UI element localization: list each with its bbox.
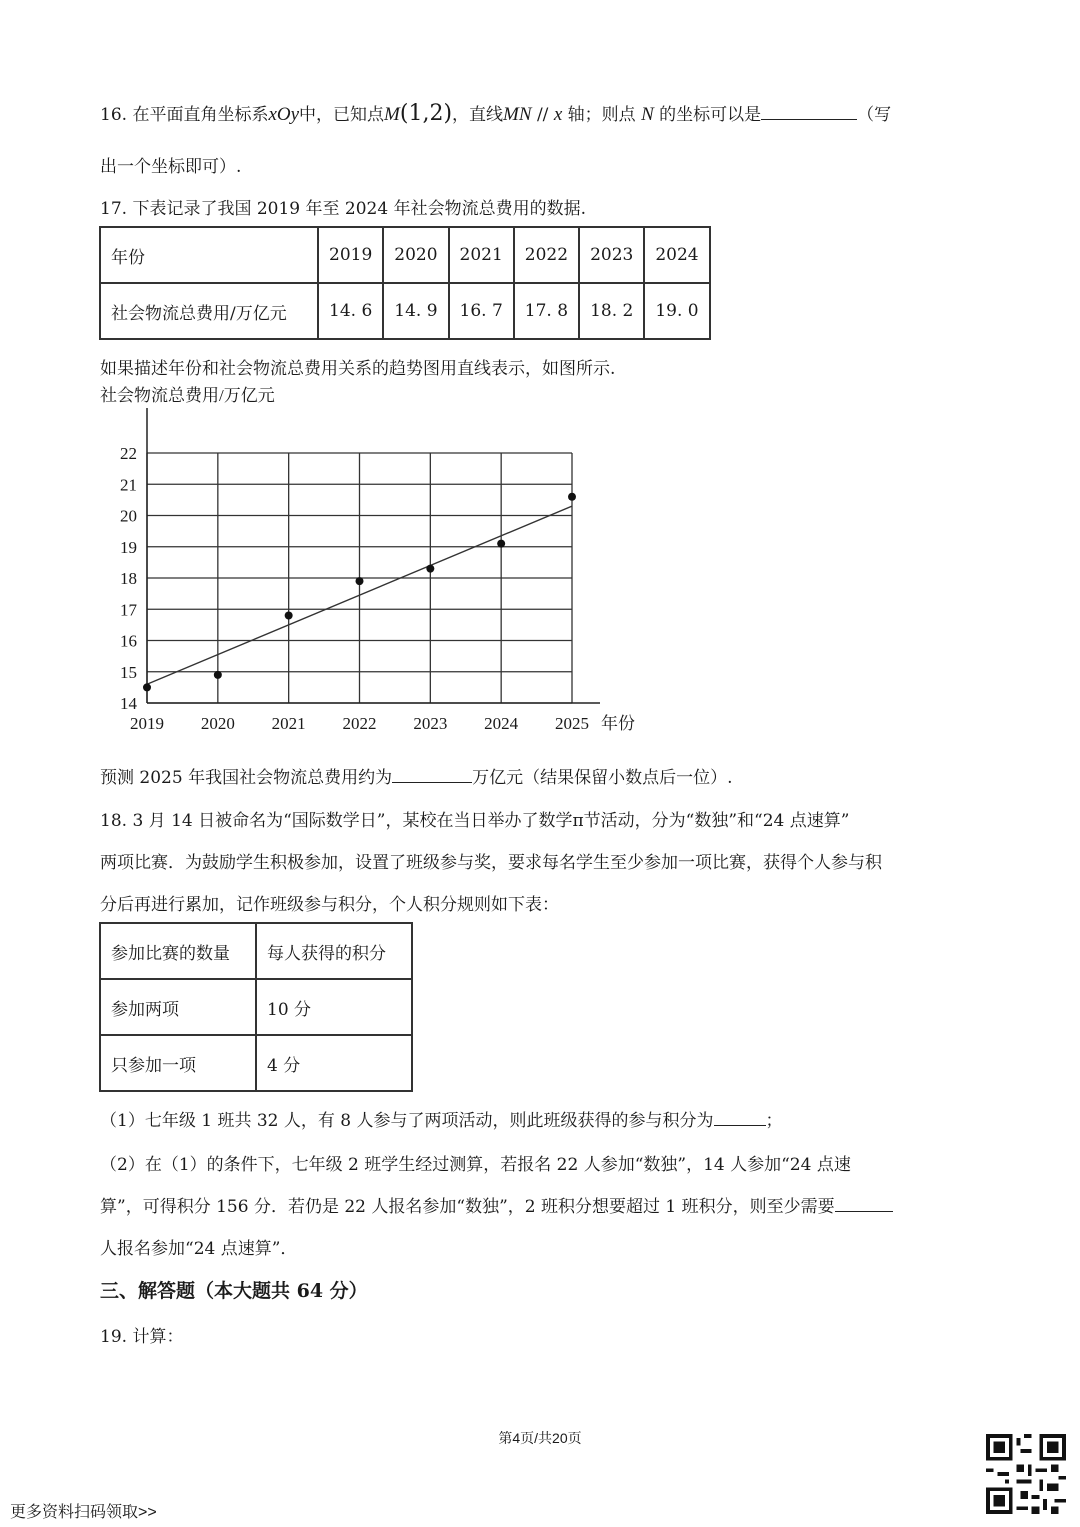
table-cell: 只参加一项: [100, 1035, 256, 1091]
value-cell: 19. 0: [644, 283, 709, 339]
q16-number: 16.: [100, 105, 128, 125]
data-point: [497, 540, 505, 548]
y-tick-label: 14: [120, 694, 137, 713]
year-cell: 2023: [579, 227, 644, 283]
q16-answer-blank[interactable]: [761, 101, 857, 120]
logistics-trend-chart: [0, 375, 700, 755]
q17-description: 如果描述年份和社会物流总费用关系的趋势图用直线表示，如图所示.: [100, 359, 616, 379]
q18-part1: （1）七年级 1 班共 32 人，有 8 人参与了两项活动，则此班级获得的参与积分为 ；: [100, 1106, 783, 1131]
q18-part2-line1: （2）在（1）的条件下，七年级 2 班学生经过测算，若报名 22 人参加“数独”，14 人参加“24 点速: [100, 1155, 851, 1175]
year-cell: 2024: [644, 227, 709, 283]
table-row-label: 社会物流总费用/万亿元: [100, 283, 318, 339]
x-tick-label: 2021: [271, 714, 306, 733]
data-point: [356, 577, 364, 585]
x-tick-label: 2024: [484, 714, 519, 733]
q18-line1: 18. 3 月 14 日被命名为“国际数学日”，某校在当日举办了数学π节活动，分为“数独”和“24 点速算”: [100, 811, 850, 831]
section-heading: 三、解答题（本大题共 64 分）: [100, 1280, 368, 1302]
x-tick-label: 2025: [555, 714, 589, 733]
logistics-cost-table: [99, 226, 711, 340]
table-header-cell: 参加比赛的数量: [100, 923, 256, 979]
y-tick-label: 18: [120, 569, 137, 588]
more-resources-link[interactable]: 更多资料扫码领取>>: [10, 1504, 157, 1521]
y-tick-label: 22: [120, 444, 137, 463]
table-cell: 参加两项: [100, 979, 256, 1035]
table-row-label: 年份: [100, 227, 318, 283]
q18-line2: 两项比赛．为鼓励学生积极参加，设置了班级参与奖，要求每名学生至少参加一项比赛，获得个人参与积: [100, 853, 882, 873]
table-row: [100, 923, 412, 979]
table-row: [100, 979, 412, 1035]
q17-question: 预测 2025 年我国社会物流总费用约为 万亿元（结果保留小数点后一位）.: [100, 763, 732, 788]
table-cell: 4 分: [256, 1035, 412, 1091]
value-cell: 18. 2: [579, 283, 644, 339]
year-cell: 2022: [514, 227, 579, 283]
q17-intro: 17. 下表记录了我国 2019 年至 2024 年社会物流总费用的数据.: [100, 199, 586, 219]
page-number: 第4页/共20页: [498, 1430, 582, 1446]
x-tick-label: 2020: [200, 714, 235, 733]
x-tick-label: 2019: [130, 714, 164, 733]
y-axis-title: 社会物流总费用/万亿元: [100, 386, 275, 405]
value-cell: 16. 7: [449, 283, 514, 339]
y-tick-label: 21: [120, 475, 137, 495]
q16-line2: 出一个坐标即可）.: [100, 157, 242, 177]
data-point: [214, 671, 222, 679]
qr-code[interactable]: [986, 1434, 1066, 1514]
score-rules-table: [99, 922, 413, 1092]
table-row: [100, 227, 710, 283]
year-cell: 2020: [383, 227, 448, 283]
q18-part2-blank[interactable]: [835, 1193, 893, 1212]
q18-part2-line3: 人报名参加“24 点速算”．: [100, 1239, 298, 1259]
q19-prompt: 19. 计算：: [100, 1327, 184, 1347]
y-tick-label: 19: [120, 537, 137, 557]
table-cell: 10 分: [256, 979, 412, 1035]
data-point: [285, 612, 293, 620]
q18-part2-line2: 算”，可得积分 156 分．若仍是 22 人报名参加“数独”，2 班积分想要超过 1 班积分，则至少需要: [100, 1192, 893, 1217]
y-tick-label: 15: [120, 662, 137, 682]
q16-line1: 16. 在平面直角坐标系xOy中，已知点M(1,2)，直线MN // x 轴；则点 N 的坐标可以是 （写: [100, 101, 892, 126]
x-tick-label: 2022: [342, 714, 377, 733]
y-tick-label: 20: [120, 506, 137, 526]
value-cell: 14. 9: [383, 283, 448, 339]
data-point: [568, 493, 576, 501]
y-tick-label: 17: [120, 600, 137, 620]
y-tick-label: 16: [120, 631, 137, 651]
value-cell: 14. 6: [318, 283, 383, 339]
year-cell: 2019: [318, 227, 383, 283]
value-cell: 17. 8: [514, 283, 579, 339]
q17-answer-blank[interactable]: [392, 764, 472, 783]
table-header-cell: 每人获得的积分: [256, 923, 412, 979]
q18-part1-blank[interactable]: [714, 1107, 766, 1126]
q18-line3: 分后再进行累加，记作班级参与积分，个人积分规则如下表：: [100, 895, 559, 915]
data-point: [426, 565, 434, 573]
x-tick-label: 2023: [413, 714, 448, 733]
table-row: [100, 1035, 412, 1091]
table-row: [100, 283, 710, 339]
data-point: [143, 683, 151, 691]
x-axis-title: 年份: [601, 714, 635, 733]
year-cell: 2021: [449, 227, 514, 283]
